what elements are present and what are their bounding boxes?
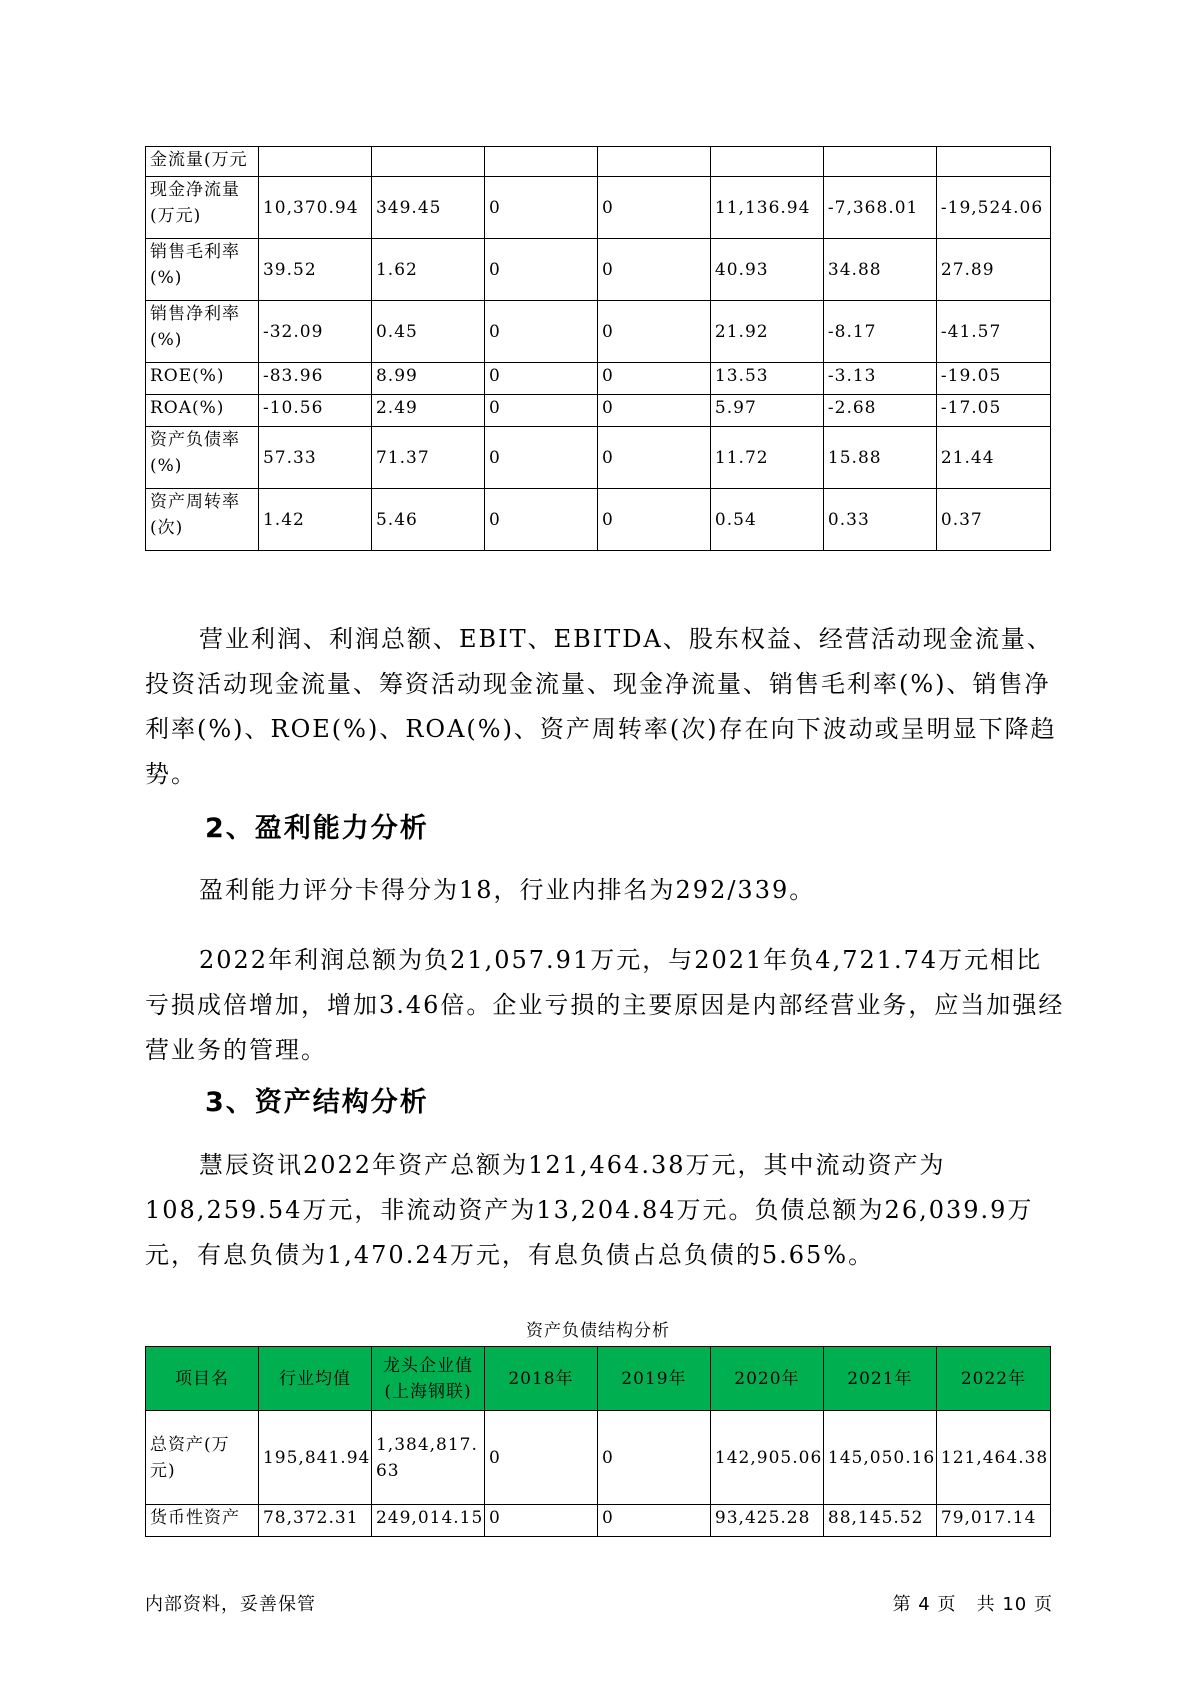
table-row — [146, 427, 1051, 489]
table-cell: -83.96 — [258, 363, 371, 395]
section-heading-asset-structure: 3、资产结构分析 — [205, 1087, 429, 1118]
table-row — [146, 301, 1051, 363]
table-cell: 0 — [484, 363, 597, 395]
column-header: 项目名 — [146, 1347, 259, 1411]
column-header: 2020年 — [710, 1347, 823, 1411]
table-cell: 0 — [484, 239, 597, 301]
table-cell: -7,368.01 — [823, 177, 936, 239]
table-cell: 0 — [484, 177, 597, 239]
trend-paragraph: 营业利润、利润总额、EBIT、EBITDA、股东权益、经营活动现金流量、投资活动现金流量、筹资活动现金流量、现金净流量、销售毛利率(%)、销售净利率(%)、ROE(%)、ROA(%)、资产周转率(次)存在向下波动或呈明显下降趋势。 — [145, 625, 1057, 788]
table-cell: -17.05 — [936, 395, 1050, 427]
table-cell: 0 — [484, 301, 597, 363]
table-cell — [484, 147, 597, 177]
profit-total-paragraph: 2022年利润总额为负21,057.91万元，与2021年负4,721.74万元相比亏损成倍增加，增加3.46倍。企业亏损的主要原因是内部经营业务，应当加强经营业务的管理。 — [145, 946, 1065, 1064]
table-cell: 10,370.94 — [258, 177, 371, 239]
table-cell: 5.46 — [371, 489, 484, 551]
row-label: 销售毛利率(%) — [146, 239, 259, 301]
asset-structure-paragraph: 慧辰资讯2022年资产总额为121,464.38万元，其中流动资产为108,259.54万元，非流动资产为13,204.84万元。负债总额为26,039.9万元，有息负债为1,470.24万元，有息负债占总负债的5.65%。 — [145, 1151, 1034, 1269]
table-cell: 142,905.06 — [710, 1411, 823, 1505]
table-cell: 1.42 — [258, 489, 371, 551]
table-cell: 0.33 — [823, 489, 936, 551]
table-cell: 145,050.16 — [823, 1411, 936, 1505]
table-cell: 0 — [597, 1411, 710, 1505]
table-caption: 资产负债结构分析 — [526, 1321, 670, 1341]
table-cell: 0 — [484, 1411, 597, 1505]
row-label: 资产周转率(次) — [146, 489, 259, 551]
table-cell: 0 — [484, 427, 597, 489]
table-cell: 0.54 — [710, 489, 823, 551]
table-cell: 57.33 — [258, 427, 371, 489]
section-heading-profitability: 2、盈利能力分析 — [205, 813, 429, 844]
column-header: 2022年 — [936, 1347, 1050, 1411]
table-cell: 0 — [597, 1505, 710, 1537]
table-cell: -19.05 — [936, 363, 1050, 395]
table-cell: 13.53 — [710, 363, 823, 395]
table-cell: 21.92 — [710, 301, 823, 363]
table-cell: 1.62 — [371, 239, 484, 301]
column-header: 龙头企业值(上海钢联) — [371, 1347, 484, 1411]
table-cell: -41.57 — [936, 301, 1050, 363]
table-cell: 0 — [597, 177, 710, 239]
table-cell: -3.13 — [823, 363, 936, 395]
table-cell: 0 — [484, 489, 597, 551]
table-cell: -32.09 — [258, 301, 371, 363]
table-cell: 79,017.14 — [936, 1505, 1050, 1537]
table-cell: -10.56 — [258, 395, 371, 427]
table-cell: 0 — [597, 489, 710, 551]
table-row — [146, 363, 1051, 395]
column-header: 2019年 — [597, 1347, 710, 1411]
column-header: 2018年 — [484, 1347, 597, 1411]
table-cell: 121,464.38 — [936, 1411, 1050, 1505]
table-cell: 71.37 — [371, 427, 484, 489]
footer-confidential-note: 内部资料，妥善保管 — [145, 1594, 316, 1615]
table-cell: 0 — [597, 427, 710, 489]
table-cell — [597, 147, 710, 177]
table-cell: 11.72 — [710, 427, 823, 489]
table-cell: 88,145.52 — [823, 1505, 936, 1537]
table-cell: 195,841.94 — [258, 1411, 371, 1505]
asset-liability-table — [145, 1346, 1051, 1537]
table-row — [146, 395, 1051, 427]
table-row — [146, 1411, 1051, 1505]
table-cell: -2.68 — [823, 395, 936, 427]
row-label: 销售净利率(%) — [146, 301, 259, 363]
table-row — [146, 239, 1051, 301]
table-cell — [258, 147, 371, 177]
table-cell: -8.17 — [823, 301, 936, 363]
table-cell — [823, 147, 936, 177]
row-label: ROE(%) — [146, 363, 259, 395]
table-cell: 34.88 — [823, 239, 936, 301]
footer-page-number: 第 4 页 共 10 页 — [892, 1594, 1053, 1615]
table-cell: -19,524.06 — [936, 177, 1050, 239]
table-cell: 0 — [597, 395, 710, 427]
table-cell — [710, 147, 823, 177]
table-cell: 15.88 — [823, 427, 936, 489]
financial-indicator-table — [145, 146, 1051, 551]
table-cell: 2.49 — [371, 395, 484, 427]
table-cell: 金流量(万元 — [146, 147, 259, 177]
profitability-score-paragraph: 盈利能力评分卡得分为18，行业内排名为292/339。 — [199, 876, 816, 904]
table-cell: 249,014.15 — [371, 1505, 484, 1537]
row-label: ROA(%) — [146, 395, 259, 427]
row-label: 总资产(万元) — [146, 1411, 259, 1505]
table-cell: 0 — [597, 301, 710, 363]
table-cell: 349.45 — [371, 177, 484, 239]
table-cell: 0 — [597, 239, 710, 301]
table-cell: 0.45 — [371, 301, 484, 363]
table-cell: 0.37 — [936, 489, 1050, 551]
table-header-row — [146, 1347, 1051, 1411]
row-label: 现金净流量(万元) — [146, 177, 259, 239]
table-cell: 0 — [484, 1505, 597, 1537]
table-cell: 27.89 — [936, 239, 1050, 301]
table-cell: 40.93 — [710, 239, 823, 301]
table-cell: 39.52 — [258, 239, 371, 301]
table-cell: 0 — [484, 395, 597, 427]
table-cell — [371, 147, 484, 177]
table-cell — [936, 147, 1050, 177]
table-cell: 1,384,817.63 — [371, 1411, 484, 1505]
table-row — [146, 177, 1051, 239]
table-cell: 21.44 — [936, 427, 1050, 489]
table-cell: 93,425.28 — [710, 1505, 823, 1537]
table-cell: 8.99 — [371, 363, 484, 395]
table-row — [146, 1505, 1051, 1537]
column-header: 行业均值 — [258, 1347, 371, 1411]
table-cell: 78,372.31 — [258, 1505, 371, 1537]
table-cell: 11,136.94 — [710, 177, 823, 239]
row-label: 资产负债率(%) — [146, 427, 259, 489]
table-row — [146, 147, 1051, 177]
table-row — [146, 489, 1051, 551]
column-header: 2021年 — [823, 1347, 936, 1411]
row-label: 货币性资产 — [146, 1505, 259, 1537]
table-cell: 0 — [597, 363, 710, 395]
table-cell: 5.97 — [710, 395, 823, 427]
